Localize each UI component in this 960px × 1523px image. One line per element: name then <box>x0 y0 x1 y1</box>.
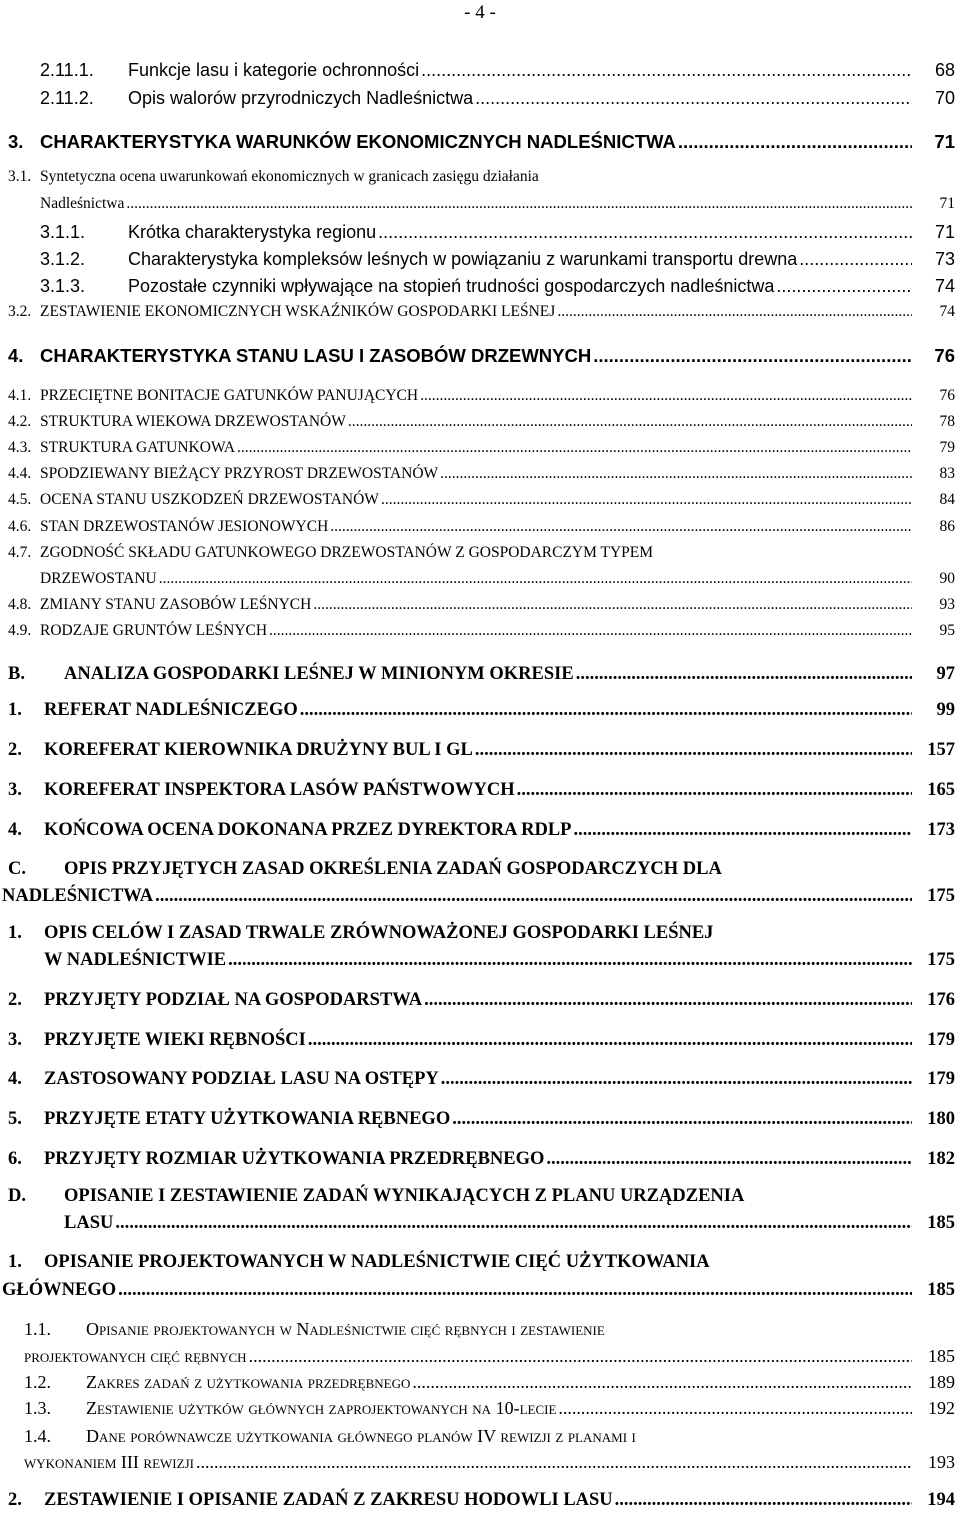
dot-leader <box>517 780 912 801</box>
toc-entry-title-continued: LASU ..... <box>64 1213 912 1234</box>
toc-entry-number: 4.1. <box>8 387 32 404</box>
dot-leader <box>348 413 912 431</box>
dot-leader <box>155 886 912 907</box>
toc-entry-page: 71 <box>934 222 955 242</box>
toc-entry-page: 157 <box>927 740 955 760</box>
toc-entry-title: Opisanie projektowanych w Nadleśnictwie cięć rębnych i zestawienie <box>86 1319 605 1339</box>
toc-entry-title: ZASTOSOWANY PODZIAŁ LASU NA OSTĘPY ..... <box>44 1069 912 1090</box>
dot-leader <box>615 1490 912 1511</box>
dot-leader <box>381 491 912 509</box>
toc-entry-page: 71 <box>934 131 955 152</box>
toc-entry-number: 2. <box>8 1490 22 1510</box>
toc-entry-title: Krótka charakterystyka regionu ..... <box>128 222 912 243</box>
toc-entry-title-continued: GŁÓWNEGO ..... <box>2 1280 912 1301</box>
toc-entry-page: 86 <box>939 518 955 535</box>
toc-entry-title-continued: Nadleśnictwa ..... <box>40 195 912 213</box>
toc-entry-title: OPISANIE I ZESTAWIENIE ZADAŃ WYNIKAJĄCYCH Z PLANU URZĄDZENIA <box>64 1186 745 1206</box>
toc-entry-number: 3.1. <box>8 168 32 185</box>
dot-leader <box>249 1346 912 1367</box>
dot-leader <box>420 387 912 405</box>
toc-entry-number: 4.3. <box>8 439 32 456</box>
page-number: - 4 - <box>464 2 496 23</box>
toc-entry-page: 179 <box>927 1069 955 1089</box>
toc-entry-title: RODZAJE GRUNTÓW LEŚNYCH ..... <box>40 622 912 640</box>
toc-entry-page: 73 <box>934 249 955 269</box>
toc-entry-number: 4. <box>8 820 22 840</box>
toc-entry-number: 2.11.1. <box>40 60 94 80</box>
toc-entry-page: 76 <box>934 345 955 366</box>
dot-leader <box>378 222 912 243</box>
toc-entry-title-continued: wykonaniem III rewizji ..... <box>24 1452 912 1473</box>
toc-entry-number: 1.3. <box>24 1398 51 1418</box>
toc-entry-title: PRZYJĘTY ROZMIAR UŻYTKOWANIA PRZEDRĘBNEGO ..... <box>44 1149 912 1170</box>
toc-entry-number: C. <box>8 859 26 879</box>
dot-leader <box>546 1149 912 1170</box>
toc-entry-number: 4. <box>8 345 24 366</box>
dot-leader <box>126 195 912 213</box>
toc-entry-title: PRZECIĘTNE BONITACJE GATUNKÓW PANUJĄCYCH ..... <box>40 387 912 405</box>
toc-entry-number: D. <box>8 1186 26 1206</box>
dot-leader <box>196 1452 912 1473</box>
toc-entry-number: 4.8. <box>8 596 32 613</box>
toc-entry-page: 173 <box>927 820 955 840</box>
toc-entry-title: Zestawienie użytków głównych zaprojektowanych na 10-lecie ..... <box>86 1398 912 1419</box>
toc-entry-number: 4.5. <box>8 491 32 508</box>
dot-leader <box>412 1372 912 1393</box>
toc-entry-title: Syntetyczna ocena uwarunkowań ekonomicznych w granicach zasięgu działania <box>40 168 539 185</box>
toc-entry-title: Dane porównawcze użytkowania głównego planów IV rewizji z planami i <box>86 1426 636 1446</box>
toc-entry-title: KOREFERAT INSPEKTORA LASÓW PAŃSTWOWYCH ..... <box>44 780 912 801</box>
toc-entry-number: 4.6. <box>8 518 32 535</box>
dot-leader <box>452 1109 912 1130</box>
toc-entry-page: 83 <box>939 465 955 482</box>
toc-entry-number: 2. <box>8 990 22 1010</box>
toc-entry-title: ZESTAWIENIE I OPISANIE ZADAŃ Z ZAKRESU HODOWLI LASU ..... <box>44 1490 912 1511</box>
toc-entry-page: 175 <box>927 886 955 906</box>
toc-entry-page: 90 <box>939 570 955 587</box>
toc-entry-title: OCENA STANU USZKODZEŃ DRZEWOSTANÓW ..... <box>40 491 912 509</box>
dot-leader <box>159 570 912 588</box>
dot-leader <box>330 518 912 536</box>
dot-leader <box>558 1398 912 1419</box>
dot-leader <box>776 276 912 297</box>
dot-leader <box>237 439 912 457</box>
toc-entry-title: REFERAT NADLEŚNICZEGO ..... <box>44 700 912 721</box>
dot-leader <box>421 60 912 81</box>
toc-entry-number: 3. <box>8 1030 22 1050</box>
toc-entry-title: Zakres zadań z użytkowania przedrębnego ..... <box>86 1372 912 1393</box>
toc-entry-title: ZGODNOŚĆ SKŁADU GATUNKOWEGO DRZEWOSTANÓW Z GOSPODARCZYM TYPEM <box>40 544 654 561</box>
toc-entry-number: 3. <box>8 131 24 152</box>
toc-entry-page: 93 <box>939 596 955 613</box>
toc-entry-page: 182 <box>927 1149 955 1169</box>
toc-entry-page: 175 <box>927 950 955 970</box>
toc-entry-page: 68 <box>934 60 955 80</box>
dot-leader <box>576 664 912 685</box>
toc-entry-title: OPIS PRZYJĘTYCH ZASAD OKREŚLENIA ZADAŃ GOSPODARCZYCH DLA <box>64 859 722 879</box>
toc-entry-page: 193 <box>928 1452 955 1472</box>
toc-entry-page: 192 <box>928 1398 955 1418</box>
toc-entry-page: 79 <box>939 439 955 456</box>
toc-entry-title: OPIS CELÓW I ZASAD TRWALE ZRÓWNOWAŻONEJ GOSPODARKI LEŚNEJ <box>44 923 714 943</box>
toc-entry-page: 189 <box>928 1372 955 1392</box>
toc-entry-title: PRZYJĘTE WIEKI RĘBNOŚCI ..... <box>44 1030 912 1051</box>
toc-entry-number: 1.2. <box>24 1372 51 1392</box>
toc-entry-title: KOŃCOWA OCENA DOKONANA PRZEZ DYREKTORA RDLP ..... <box>44 820 912 841</box>
toc-entry-title: Opis walorów przyrodniczych Nadleśnictwa ..... <box>128 88 912 109</box>
toc-entry-page: 71 <box>939 195 955 212</box>
toc-entry-number: 3.1.3. <box>40 276 86 296</box>
toc-entry-page: 95 <box>939 622 955 639</box>
toc-entry-number: 3.2. <box>8 303 32 320</box>
toc-entry-page: 74 <box>939 303 955 320</box>
toc-entry-title: PRZYJĘTY PODZIAŁ NA GOSPODARSTWA ..... <box>44 990 912 1011</box>
toc-entry-page: 74 <box>934 276 955 296</box>
dot-leader <box>799 249 912 270</box>
toc-entry-number: 4. <box>8 1069 22 1089</box>
toc-entry-page: 194 <box>927 1490 955 1510</box>
toc-entry-page: 78 <box>939 413 955 430</box>
toc-entry-number: 3. <box>8 780 22 800</box>
toc-entry-number: 6. <box>8 1149 22 1169</box>
dot-leader <box>593 345 912 367</box>
toc-entry-number: 4.7. <box>8 544 32 561</box>
toc-entry-title: STRUKTURA GATUNKOWA ..... <box>40 439 912 457</box>
toc-entry-number: 1. <box>8 923 22 943</box>
dot-leader <box>308 1030 912 1051</box>
dot-leader <box>678 131 912 153</box>
toc-entry-number: 4.9. <box>8 622 32 639</box>
dot-leader <box>115 1213 912 1234</box>
toc-entry-number: B. <box>8 664 25 684</box>
toc-entry-title: ZMIANY STANU ZASOBÓW LEŚNYCH ..... <box>40 596 912 614</box>
toc-entry-title: CHARAKTERYSTYKA WARUNKÓW EKONOMICZNYCH NADLEŚNICTWA ..... <box>40 131 912 153</box>
toc-entry-title: Pozostałe czynniki wpływające na stopień trudności gospodarczych nadleśnictwa ..... <box>128 276 912 297</box>
toc-entry-title: Charakterystyka kompleksów leśnych w powiązaniu z warunkami transportu drewna ..... <box>128 249 912 270</box>
dot-leader <box>475 740 912 761</box>
dot-leader <box>440 465 912 483</box>
toc-entry-page: 179 <box>927 1030 955 1050</box>
dot-leader <box>228 950 912 971</box>
toc-entry-number: 1.1. <box>24 1319 51 1339</box>
toc-entry-page: 70 <box>934 88 955 108</box>
toc-entry-number: 5. <box>8 1109 22 1129</box>
toc-entry-title-continued: projektowanych cięć rębnych ..... <box>24 1346 912 1367</box>
toc-entry-title: STRUKTURA WIEKOWA DRZEWOSTANÓW ..... <box>40 413 912 431</box>
dot-leader <box>475 88 912 109</box>
toc-entry-page: 76 <box>939 387 955 404</box>
toc-entry-page: 97 <box>936 664 955 684</box>
toc-entry-title: STAN DRZEWOSTANÓW JESIONOWYCH ..... <box>40 518 912 536</box>
toc-entry-page: 165 <box>927 780 955 800</box>
toc-entry-title: ZESTAWIENIE EKONOMICZNYCH WSKAŹNIKÓW GOSPODARKI LEŚNEJ ..... <box>40 303 912 321</box>
toc-entry-title-continued: W NADLEŚNICTWIE ..... <box>44 950 912 971</box>
toc-entry-title-continued: NADLEŚNICTWA ..... <box>2 886 912 907</box>
toc-entry-number: 3.1.2. <box>40 249 86 269</box>
toc-entry-title: ANALIZA GOSPODARKI LEŚNEJ W MINIONYM OKRESIE ..... <box>64 664 912 685</box>
toc-entry-page: 99 <box>936 700 955 720</box>
toc-entry-number: 1.4. <box>24 1426 51 1446</box>
toc-entry-title: Funkcje lasu i kategorie ochronności ..... <box>128 60 912 81</box>
dot-leader <box>269 622 912 640</box>
toc-entry-number: 1. <box>8 700 22 720</box>
toc-entry-number: 2. <box>8 740 22 760</box>
toc-entry-page: 176 <box>927 990 955 1010</box>
toc-entry-page: 180 <box>927 1109 955 1129</box>
toc-entry-page: 185 <box>927 1280 955 1300</box>
toc-entry-page: 185 <box>928 1346 955 1366</box>
toc-entry-title: OPISANIE PROJEKTOWANYCH W NADLEŚNICTWIE CIĘĆ UŻYTKOWANIA <box>44 1252 710 1272</box>
toc-entry-number: 4.4. <box>8 465 32 482</box>
dot-leader <box>441 1069 912 1090</box>
toc-entry-title: SPODZIEWANY BIEŻĄCY PRZYROST DRZEWOSTANÓW ..... <box>40 465 912 483</box>
toc-entry-number: 1. <box>8 1252 22 1272</box>
dot-leader <box>313 596 912 614</box>
toc-entry-title: CHARAKTERYSTYKA STANU LASU I ZASOBÓW DRZEWNYCH ..... <box>40 345 912 367</box>
toc-entry-title-continued: DRZEWOSTANU ..... <box>40 570 912 588</box>
dot-leader <box>424 990 912 1011</box>
toc-entry-page: 185 <box>927 1213 955 1233</box>
toc-entry-title: KOREFERAT KIEROWNIKA DRUŻYNY BUL I GL ..... <box>44 740 912 761</box>
dot-leader <box>118 1280 912 1301</box>
dot-leader <box>300 700 912 721</box>
toc-entry-title: PRZYJĘTE ETATY UŻYTKOWANIA RĘBNEGO ..... <box>44 1109 912 1130</box>
toc-entry-number: 3.1.1. <box>40 222 86 242</box>
toc-entry-page: 84 <box>939 491 955 508</box>
toc-entry-number: 2.11.2. <box>40 88 94 108</box>
dot-leader <box>557 303 912 321</box>
toc-entry-number: 4.2. <box>8 413 32 430</box>
dot-leader <box>574 820 913 841</box>
